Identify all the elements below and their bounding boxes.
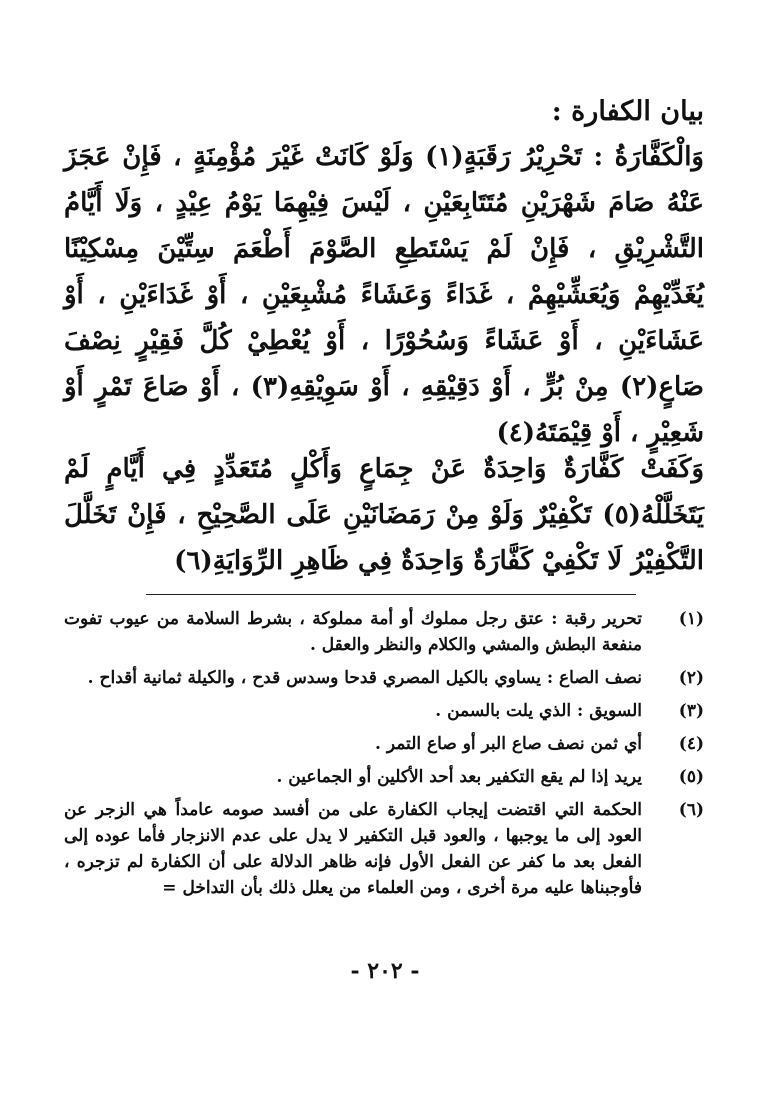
footnote-text: أي ثمن نصف صاع البر أو صاع التمر . [375, 734, 642, 754]
footnote-item [64, 665, 704, 691]
footnote-number: (٦) [678, 800, 704, 820]
footnote-item [64, 731, 704, 757]
footnote-number: (٥) [678, 767, 704, 787]
footnotes-list [64, 606, 704, 908]
footnote-item [64, 764, 704, 790]
footnote-number: (٢) [678, 668, 704, 688]
footnote-text: تحرير رقبة : عتق رجل مملوك أو أمة مملوكة ، بشرط السلامة من عيوب تفوت منفعة البطش والمشي والكلام والنظر والعقل . [64, 609, 642, 655]
footnote-number: (٣) [678, 701, 704, 721]
footnote-text: نصف الصاع : يساوي بالكيل المصري قدحا وسدس قدح ، والكيلة ثمانية أقداح . [87, 668, 642, 688]
footnote-text: السويق : الذي يلت بالسمن . [435, 701, 642, 721]
section-heading: بيان الكفارة : [551, 96, 704, 127]
page-number: - ٢٠٢ - [350, 958, 420, 984]
body-paragraph-1: وَالْكَفَّارَةُ : تَحْرِيْرُ رَقَبَةٍ(١) وَلَوْ كَانَتْ غَيْرَ مُؤْمِنَةٍ ، فَإِنْ عَجَزَ عَنْهُ صَامَ شَهْرَيْنِ مُتَتَابِعَيْنِ ، لَيْسَ فِيْهِمَا يَوْمُ عِيْدٍ ، وَلَا أَيَّامُ التَّشْرِيْقِ ، فَإِنْ لَمْ يَسْتَطِعِ الصَّوْمَ أَطْعَمَ سِتِّيْنَ مِسْكِيْنًا يُغَدِّيْهِمْ وَيُعَشِّيْهِمْ ، غَدَاءً وَعَشَاءً مُشْبِعَيْنِ ، أَوْ غَدَاءَيْنِ ، أَوْ عَشَاءَيْنِ ، أَوْ عَشَاءً وَسُحُوْرًا ، أَوْ يُعْطِيْ كُلَّ فَقِيْرٍ نِصْفَ صَاعٍ(٢) مِنْ بُرٍّ ، أَوْ دَقِيْقِهِ ، أَوْ سَوِيْقِهِ(٣) ، أَوْ صَاعَ تَمْرٍ أَوْ شَعِيْرٍ ، أَوْ قِيْمَتَهُ(٤) [64, 142, 704, 448]
footnote-item [64, 797, 704, 901]
footnote-item [64, 698, 704, 724]
body-paragraph-2: وَكَفَتْ كَفَّارَةٌ وَاحِدَةٌ عَنْ جِمَاعٍ وَأَكْلٍ مُتَعَدِّدٍ فِي أَيَّامٍ لَمْ يَتَخَلَّلْهُ(٥) تَكْفِيْرٌ وَلَوْ مِنْ رَمَضَانَيْنِ عَلَى الصَّحِيْحِ ، فَإِنْ تَخَلَّلَ التَّكْفِيْرُ لَا تَكْفِيْ كَفَّارَةٌ وَاحِدَةٌ فِي ظَاهِرِ الرِّوَايَةِ(٦) [64, 454, 704, 576]
footnote-text: يريد إذا لم يقع التكفير بعد أحد الأكلين أو الجماعين . [276, 767, 642, 787]
footnote-text: الحكمة التي اقتضت إيجاب الكفارة على من أفسد صومه عامداً هي الزجر عن العود إلى ما يوجبها ، والعود قبل التكفير لا يدل على عدم الانزجار فأما عوده إلى الفعل بعد ما كفر عن الفعل الأول فإنه ظاهر الدلالة على أن الكفارة لم تزجره ، فأوجبناها عليه مرة أخرى ، ومن العلماء من يعلل ذلك بأن التداخل = [64, 800, 642, 898]
footnote-number: (٤) [678, 734, 704, 754]
footnote-item [64, 606, 704, 658]
footnote-number: (١) [678, 609, 704, 629]
footnote-divider [146, 594, 636, 595]
